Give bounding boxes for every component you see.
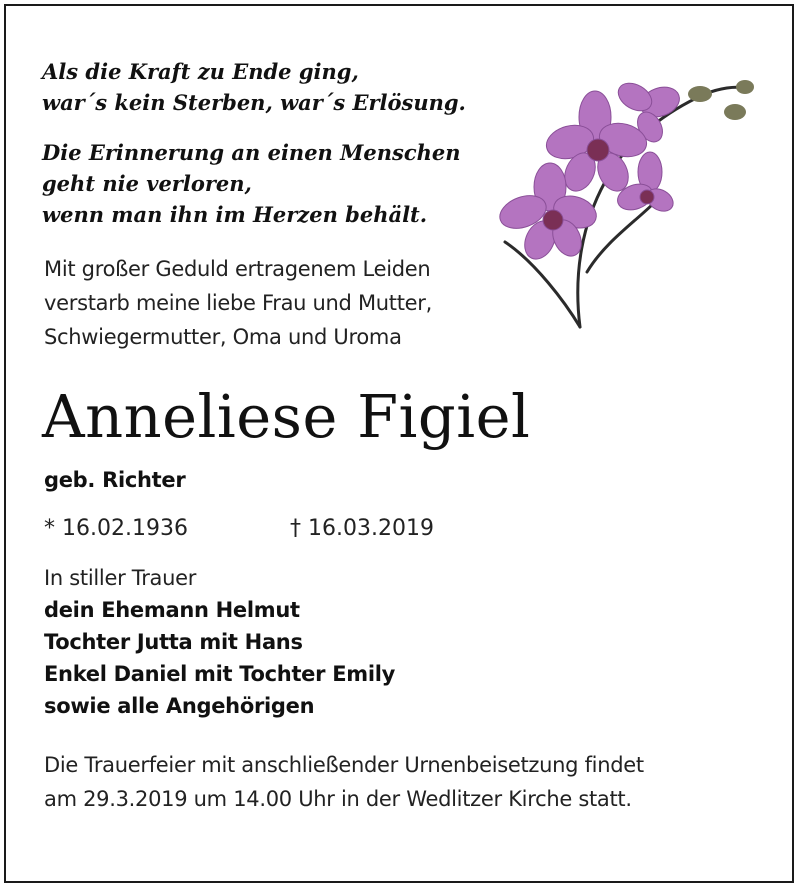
poem-line: geht nie verloren,	[42, 171, 252, 196]
ceremony-line: am 29.3.2019 um 14.00 Uhr in der Wedlitzer Kirche statt.	[44, 787, 632, 811]
intro-line: Mit großer Geduld ertragenem Leiden	[44, 257, 431, 281]
poem-line: war´s kein Sterben, war´s Erlösung.	[42, 90, 466, 115]
mourner-item: Tochter Jutta mit Hans	[44, 630, 303, 654]
orchid-icon	[495, 72, 765, 342]
ceremony-info	[44, 748, 644, 816]
poem-stanza-2	[42, 137, 461, 230]
ceremony-line: Die Trauerfeier mit anschließender Urnenbeisetzung findet	[44, 753, 644, 777]
mourners-lead: In stiller Trauer	[44, 566, 197, 590]
intro-text	[44, 252, 432, 354]
mourner-item: sowie alle Angehörigen	[44, 694, 315, 718]
intro-line: verstarb meine liebe Frau und Mutter,	[44, 291, 432, 315]
mourner-item: Enkel Daniel mit Tochter Emily	[44, 662, 396, 686]
death-date: † 16.03.2019	[290, 516, 434, 541]
poem-line: Als die Kraft zu Ende ging,	[42, 59, 359, 84]
poem-line: wenn man ihn im Herzen behält.	[42, 202, 428, 227]
poem-line: Die Erinnerung an einen Menschen	[42, 140, 461, 165]
intro-line: Schwiegermutter, Oma und Uroma	[44, 325, 402, 349]
deceased-name: Anneliese Figiel	[42, 382, 531, 451]
maiden-name: geb. Richter	[44, 468, 186, 492]
mourners-list	[44, 562, 395, 722]
poem-stanza-1	[42, 56, 466, 118]
birth-date: * 16.02.1936	[44, 516, 188, 541]
mourner-item: dein Ehemann Helmut	[44, 598, 300, 622]
